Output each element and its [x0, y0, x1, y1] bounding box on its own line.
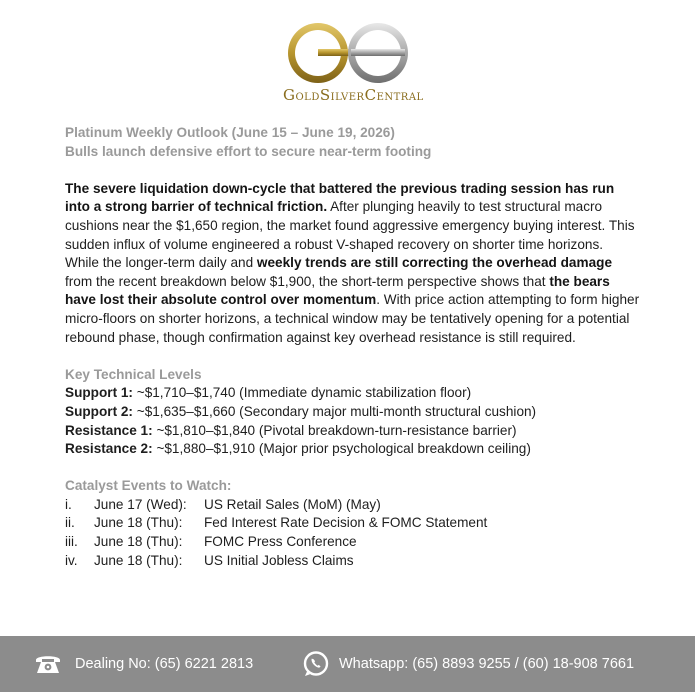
- body-emphasis: weekly trends are still correcting the overhead damage: [256, 255, 613, 271]
- events-table: [65, 496, 487, 570]
- logo-word-silver: SILVER: [319, 86, 365, 104]
- event-name: Fed Interest Rate Decision & FOMC Statement: [204, 515, 488, 531]
- event-row: [65, 552, 487, 571]
- logo-word-gold: GOLD: [283, 86, 320, 104]
- event-row: [65, 514, 487, 533]
- event-row: [65, 496, 487, 515]
- level-label: Support 2:: [65, 403, 133, 419]
- event-date: June 18 (Thu):: [94, 515, 183, 531]
- body-emphasis: The severe liquidation down-cycle that battered the previous trading session has run into a strong barrier of technical friction.: [65, 180, 615, 215]
- event-row: [65, 533, 487, 552]
- article-subtitle: Bulls launch defensive effort to secure near-term footing: [65, 143, 432, 159]
- body-text: from the recent breakdown below $1,900, the short-term perspective shows that: [65, 273, 550, 289]
- events-heading: Catalyst Events to Watch:: [65, 478, 232, 494]
- level-row: [65, 422, 640, 441]
- whatsapp-numbers[interactable]: Whatsapp: (65) 8893 9255 / (60) 18-908 7661: [339, 656, 635, 672]
- level-label: Support 1:: [65, 385, 133, 401]
- body-emphasis: the bears have lost their absolute control over momentum: [65, 273, 610, 308]
- level-row: [65, 440, 640, 459]
- dealing-contact: [34, 636, 253, 692]
- level-row: [65, 384, 640, 403]
- body-text: . With price action attempting to form higher micro-floors on shorter horizons, a technical window may be tentatively opening for a potential rebound phase, though confirmation against key overhead resistance is still required.: [65, 292, 640, 345]
- event-name: US Initial Jobless Claims: [204, 552, 354, 568]
- telephone-icon: [34, 653, 62, 675]
- event-number: iii.: [65, 534, 78, 550]
- event-name: FOMC Press Conference: [204, 534, 357, 550]
- gold-silver-central-logo: [283, 18, 424, 108]
- logo-wordmark: [283, 86, 424, 104]
- body-text: After plunging heavily to test structural macro cushions near the $1,650 region, the market found aggressive emergency buying interest. This sudden influx of volume engineered a robust V-shaped recovery on shorter time horizons. While the longer-term daily and: [65, 199, 635, 271]
- level-value: ~$1,880–$1,910 (Major prior psychological breakdown ceiling): [156, 441, 531, 457]
- event-date: June 18 (Thu):: [94, 534, 183, 550]
- whatsapp-icon: [302, 650, 330, 678]
- level-label: Resistance 2:: [65, 441, 153, 457]
- event-name: US Retail Sales (MoM) (May): [204, 496, 381, 512]
- event-number: iv.: [65, 552, 78, 568]
- event-date: June 17 (Wed):: [94, 496, 187, 512]
- dealing-number[interactable]: Dealing No: (65) 6221 2813: [75, 656, 254, 672]
- level-label: Resistance 1:: [65, 422, 153, 438]
- event-number: ii.: [65, 515, 75, 531]
- logo-mark: [283, 18, 413, 88]
- level-value: ~$1,635–$1,660 (Secondary major multi-month structural cushion): [136, 403, 537, 419]
- event-number: i.: [65, 496, 72, 512]
- article-body: [65, 180, 640, 347]
- levels-heading: Key Technical Levels: [65, 366, 202, 382]
- event-date: June 18 (Thu):: [94, 552, 183, 568]
- article: [65, 124, 640, 570]
- logo-word-central: CENTRAL: [364, 86, 424, 104]
- contact-footer: [0, 636, 695, 692]
- whatsapp-contact: [302, 636, 634, 692]
- level-value: ~$1,710–$1,740 (Immediate dynamic stabilization floor): [136, 385, 472, 401]
- level-row: [65, 403, 640, 422]
- level-value: ~$1,810–$1,840 (Pivotal breakdown-turn-resistance barrier): [156, 422, 517, 438]
- article-title: Platinum Weekly Outlook (June 15 – June 19, 2026): [65, 125, 395, 140]
